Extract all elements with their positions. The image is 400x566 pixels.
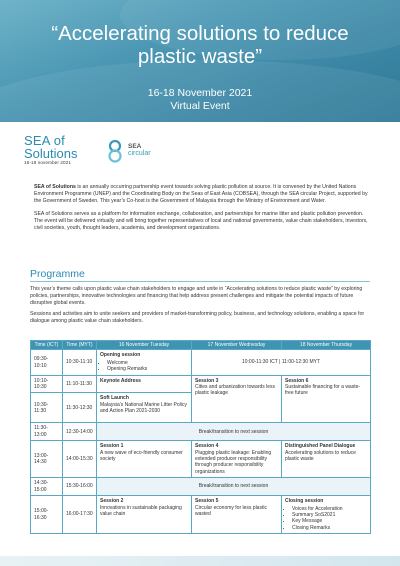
programme-paragraph-1: This year’s theme calls upon plastic value chain stakeholders to engage and unite in “Accelerating solutions to reduce plastic waste” by exploring policies, partnerships, innovative technologies and financing that help address present challenges and mitigate the potential impacts of future disruptive global events.	[30, 286, 363, 306]
hero-banner	[0, 0, 400, 122]
event-date: 16-18 November 2021	[147, 87, 253, 99]
time-myt-cell: 12:30-14:00	[63, 423, 97, 441]
table-row	[31, 478, 371, 496]
programme-heading: Programme	[30, 268, 85, 280]
session-cell-wednesday	[192, 441, 282, 478]
session-description: Malaysia’s National Marine Litter Policy and Action Plan 2021-2030	[100, 401, 187, 415]
session-description: Plugging plastic leakage: Enabling extended producer responsibility through producer responsibility organizations	[195, 449, 272, 475]
sea-circular-line1: SEA	[128, 143, 142, 150]
header-day-thursday: 18 November Thursday	[282, 341, 371, 350]
session-cell-tuesday: Keynote Address	[97, 375, 192, 393]
time-ict-cell: 10:30-11:30	[31, 393, 63, 423]
time-ict-cell: 11:30-13:00	[31, 423, 63, 441]
time-myt-cell: 11:30-12:30	[63, 393, 97, 423]
header-day-tuesday: 16 November Tuesday	[97, 341, 192, 350]
sea-circular-line2: circular	[128, 150, 151, 157]
session-cell-thursday	[282, 441, 371, 478]
time-ict-cell: 15:00-16:30	[31, 496, 63, 534]
time-myt-cell: 10:30-11:10	[63, 350, 97, 375]
time-myt-cell: 11:10-11:30	[63, 375, 97, 393]
sos-logo-line1: SEA of	[24, 133, 65, 148]
table-row	[31, 496, 371, 534]
programme-text	[30, 286, 375, 329]
session-bullets	[100, 360, 188, 373]
session-cell-tuesday	[97, 350, 192, 375]
footer-wave-decoration	[0, 556, 400, 566]
bullet-item: • Opening Remarks	[107, 366, 188, 372]
table-row	[31, 350, 371, 375]
session-description: Circular economy for less plastic wasted	[195, 504, 267, 517]
sos-logo-date: 16-18 november 2021	[24, 161, 71, 166]
session-cell-wednesday	[192, 375, 282, 423]
time-ict-cell: 10:10-10:30	[31, 375, 63, 393]
bullet-item: • Closing Remarks	[292, 525, 367, 531]
session-title: Soft Launch	[100, 395, 129, 402]
time-myt-cell: 14:00-15:30	[63, 441, 97, 478]
bullet-item: • Summary SoS2021	[292, 512, 367, 518]
intro-bold-lead: SEA of Solutions	[34, 184, 76, 190]
session-title: Session 1	[100, 443, 124, 450]
session-title: Session 6	[285, 377, 309, 384]
session-cell-tuesday	[97, 393, 192, 423]
session-cell-tuesday	[97, 496, 192, 534]
programme-divider	[30, 281, 370, 282]
sos-logo-line2: Solutions	[24, 146, 78, 161]
time-ict-cell: 13:00-14:30	[31, 441, 63, 478]
session-bullets	[285, 506, 367, 532]
bullet-item: • Key Message	[292, 518, 367, 524]
event-title: “Accelerating solutions to reduce plastic waste”	[51, 22, 349, 68]
session-cell-thursday	[282, 375, 371, 423]
bullet-item: • Voices for Acceleration	[292, 506, 367, 512]
break-cell: Break/transition to next session	[97, 478, 371, 496]
intro-paragraph-1-text: is an annually occurring partnership event towards solving plastic pollution at source. It is convened by the United Nations Environment Programme (UNEP) and the Coordinating Body on the Seas of East Asia (COBSEA), through the SEA circular Project, supported by the Government of Sweden. This year’s Co-host is the Government of Malaysia through the Ministry of Environment and Water.	[34, 184, 368, 204]
time-myt-cell: 15:30-16:00	[63, 478, 97, 496]
logo-row	[24, 134, 384, 174]
break-cell: Break/transition to next session	[97, 423, 371, 441]
session-description: Innovations in sustainable packaging value chain	[100, 504, 182, 517]
session-description: Accelerating solutions to reduce plastic waste	[285, 449, 356, 463]
programme-paragraph-2: Sessions and activities aim to unite seekers and providers of market-transforming policy, business, and technology solutions, enabling a space for dialogue among plastic value chain stakeholders.	[30, 311, 365, 324]
session-description: Cities and urbanization towards less plastic leakage	[195, 384, 276, 397]
session-title: Session 3	[195, 377, 219, 384]
table-row	[31, 375, 371, 393]
event-format: Virtual Event	[170, 100, 230, 112]
time-myt-cell: 16:00-17:30	[63, 496, 97, 534]
sea-circular-mark-icon	[106, 139, 124, 163]
header-day-wednesday: 17 November Wednesday	[192, 341, 282, 350]
session-description: Sustainable financing for a waste-free future	[285, 384, 361, 397]
session-cell-thursday	[282, 496, 371, 534]
session-title: Closing session	[285, 498, 324, 505]
session-title: Opening session	[100, 352, 141, 359]
session-title: Session 5	[195, 498, 219, 505]
session-title: Session 2	[100, 498, 124, 505]
table-row	[31, 441, 371, 478]
intro-paragraph-1	[34, 184, 370, 205]
bullet-item: • Welcome	[107, 360, 188, 366]
merged-time-cell: 10:00-11:30 ICT | 11:00-12:30 MYT	[192, 350, 371, 375]
schedule-table	[30, 340, 371, 534]
sea-of-solutions-logo	[24, 134, 77, 167]
session-description: A new wave of eco-friendly consumer society	[100, 449, 183, 463]
intro-paragraph-2: SEA of Solutions serves as a platform for information exchange, collaboration, and partnerships for marine litter and plastic pollution prevention. The event will be delivered virtually and will bring together representatives of local and national governments, value chain stakeholders, investors, civil societies, youth, thought leaders, academia, and development organizations.	[34, 211, 368, 231]
sea-circular-logo	[106, 139, 176, 165]
schedule-header-row	[31, 341, 371, 350]
intro-section	[34, 184, 370, 238]
session-title: Session 4	[195, 443, 219, 450]
time-ict-cell: 09:30-10:10	[31, 350, 63, 375]
session-cell-wednesday	[192, 496, 282, 534]
time-ict-cell: 14:30-15:00	[31, 478, 63, 496]
header-time-myt: Time (MYT)	[63, 341, 97, 350]
table-row	[31, 423, 371, 441]
header-time-ict: Time (ICT)	[31, 341, 63, 350]
session-cell-tuesday	[97, 441, 192, 478]
session-title: Distinguished Panel Dialogue	[285, 443, 356, 450]
